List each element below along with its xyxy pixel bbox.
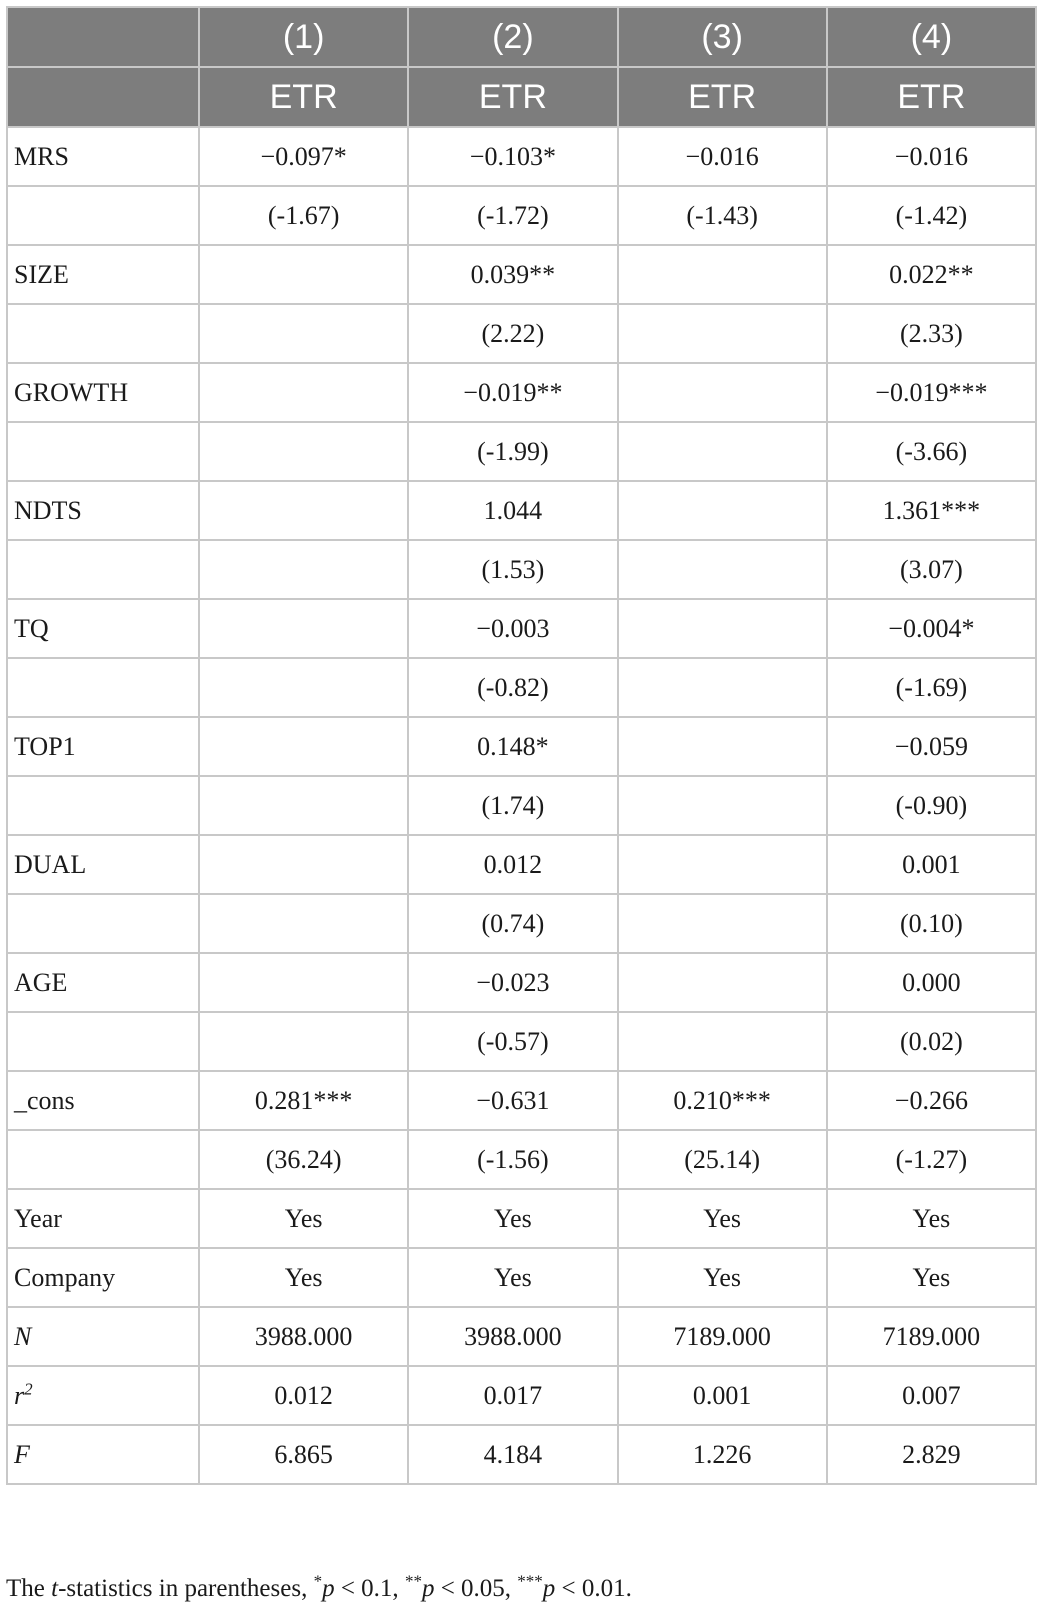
table-cell <box>199 658 408 717</box>
table-body <box>7 127 1036 1484</box>
note-italic-t: t <box>51 1575 59 1602</box>
row-label <box>7 363 199 422</box>
note-threshold: < 0.05, <box>434 1575 518 1602</box>
table-cell <box>199 1012 408 1071</box>
table-cell: 0.017 <box>408 1366 617 1425</box>
table-cell: (-1.27) <box>827 1130 1036 1189</box>
note-p: p <box>322 1575 335 1602</box>
table-row-tstat <box>7 1130 1036 1189</box>
dependent-variable: ETR <box>199 67 408 127</box>
row-label <box>7 186 199 245</box>
table-cell: 0.022** <box>827 245 1036 304</box>
row-label <box>7 599 199 658</box>
row-label-text: Company <box>14 1262 116 1292</box>
row-label-text: SIZE <box>14 259 69 289</box>
row-label <box>7 127 199 186</box>
row-label-text: F <box>14 1439 30 1469</box>
row-label-text: TQ <box>14 613 49 643</box>
note-threshold: < 0.01. <box>555 1575 632 1602</box>
dependent-variable: ETR <box>618 67 827 127</box>
table-cell: (-0.82) <box>408 658 617 717</box>
header-corner <box>7 67 199 127</box>
row-label <box>7 304 199 363</box>
table-cell: 1.044 <box>408 481 617 540</box>
row-label-text: r <box>14 1380 25 1410</box>
table-cell: Yes <box>408 1248 617 1307</box>
table-cell <box>618 245 827 304</box>
table-row <box>7 835 1036 894</box>
regression-table <box>6 6 1037 1485</box>
table-cell: −0.003 <box>408 599 617 658</box>
table-cell: 0.000 <box>827 953 1036 1012</box>
table-cell: −0.019** <box>408 363 617 422</box>
row-label <box>7 1425 199 1484</box>
table-row <box>7 1366 1036 1425</box>
table-cell: Yes <box>408 1189 617 1248</box>
row-label <box>7 835 199 894</box>
row-label <box>7 776 199 835</box>
row-label <box>7 717 199 776</box>
table-cell: 1.361*** <box>827 481 1036 540</box>
table-cell: (-1.43) <box>618 186 827 245</box>
dependent-variable: ETR <box>827 67 1036 127</box>
table-row <box>7 245 1036 304</box>
table-cell: −0.631 <box>408 1071 617 1130</box>
table-cell <box>199 304 408 363</box>
note-p: p <box>421 1575 435 1602</box>
table-row <box>7 717 1036 776</box>
row-label-text: GROWTH <box>14 377 129 407</box>
table-cell <box>199 245 408 304</box>
table-cell: −0.023 <box>408 953 617 1012</box>
row-label <box>7 540 199 599</box>
note-star: ** <box>404 1571 422 1591</box>
table-cell: (36.24) <box>199 1130 408 1189</box>
table-cell <box>199 776 408 835</box>
table-header <box>7 7 1036 127</box>
table-cell: (2.33) <box>827 304 1036 363</box>
table-cell <box>199 481 408 540</box>
table-cell: 0.001 <box>827 835 1036 894</box>
row-label-text: TOP1 <box>14 731 76 761</box>
table-cell: Yes <box>199 1248 408 1307</box>
row-label-text: Year <box>14 1203 62 1233</box>
row-label <box>7 422 199 481</box>
table-cell: Yes <box>618 1248 827 1307</box>
table-cell: −0.059 <box>827 717 1036 776</box>
table-row-tstat <box>7 658 1036 717</box>
table-cell <box>618 363 827 422</box>
table-cell: −0.019*** <box>827 363 1036 422</box>
table-row-tstat <box>7 1012 1036 1071</box>
table-cell: 2.829 <box>827 1425 1036 1484</box>
table-row-tstat <box>7 422 1036 481</box>
table-cell: Yes <box>618 1189 827 1248</box>
table-cell: 3988.000 <box>199 1307 408 1366</box>
table-cell <box>199 894 408 953</box>
row-label-text: NDTS <box>14 495 82 525</box>
row-label <box>7 953 199 1012</box>
row-label <box>7 658 199 717</box>
table-row <box>7 481 1036 540</box>
table-cell: 0.012 <box>408 835 617 894</box>
table-cell <box>618 658 827 717</box>
row-label-text: AGE <box>14 967 68 997</box>
column-number: (3) <box>618 7 827 67</box>
table-cell <box>618 304 827 363</box>
table-cell: −0.016 <box>827 127 1036 186</box>
table-cell: 0.012 <box>199 1366 408 1425</box>
table-cell: (0.02) <box>827 1012 1036 1071</box>
table-cell: Yes <box>827 1189 1036 1248</box>
row-label <box>7 1130 199 1189</box>
table-cell: (0.10) <box>827 894 1036 953</box>
header-corner <box>7 7 199 67</box>
table-cell: (-0.90) <box>827 776 1036 835</box>
table-cell <box>618 599 827 658</box>
row-label-text: DUAL <box>14 849 87 879</box>
table-cell: 0.039** <box>408 245 617 304</box>
note-star: *** <box>517 1571 543 1591</box>
table-cell: −0.103* <box>408 127 617 186</box>
table-cell <box>199 835 408 894</box>
table-cell <box>618 953 827 1012</box>
table-cell <box>618 540 827 599</box>
table-cell: 7189.000 <box>827 1307 1036 1366</box>
table-cell <box>199 717 408 776</box>
table-cell: (1.53) <box>408 540 617 599</box>
table-cell: −0.016 <box>618 127 827 186</box>
table-row <box>7 1307 1036 1366</box>
row-label <box>7 1307 199 1366</box>
table-footnote <box>6 1571 632 1603</box>
table-row <box>7 1189 1036 1248</box>
table-cell: (25.14) <box>618 1130 827 1189</box>
table-cell: (-1.72) <box>408 186 617 245</box>
table-row <box>7 599 1036 658</box>
table-cell <box>618 776 827 835</box>
table-cell <box>618 1012 827 1071</box>
table-cell <box>199 422 408 481</box>
table-cell: 4.184 <box>408 1425 617 1484</box>
table-row <box>7 363 1036 422</box>
table-cell: −0.097* <box>199 127 408 186</box>
table-cell: (0.74) <box>408 894 617 953</box>
table-cell: Yes <box>827 1248 1036 1307</box>
table-cell: (-1.42) <box>827 186 1036 245</box>
table-cell <box>618 835 827 894</box>
table-cell: (-3.66) <box>827 422 1036 481</box>
dependent-variable: ETR <box>408 67 617 127</box>
column-number: (2) <box>408 7 617 67</box>
row-label-text: _cons <box>14 1085 75 1115</box>
table-row <box>7 127 1036 186</box>
note-star: * <box>313 1571 323 1591</box>
table-cell <box>618 717 827 776</box>
row-label-superscript: 2 <box>24 1378 33 1398</box>
table-cell: (3.07) <box>827 540 1036 599</box>
table-cell <box>199 953 408 1012</box>
table-cell: 1.226 <box>618 1425 827 1484</box>
table-cell <box>618 894 827 953</box>
table-row <box>7 1071 1036 1130</box>
table-cell: (1.74) <box>408 776 617 835</box>
table-cell <box>618 422 827 481</box>
table-cell: (-1.56) <box>408 1130 617 1189</box>
table-row-tstat <box>7 304 1036 363</box>
row-label <box>7 245 199 304</box>
table-cell: 3988.000 <box>408 1307 617 1366</box>
table-cell: 0.007 <box>827 1366 1036 1425</box>
note-threshold: < 0.1, <box>334 1575 405 1602</box>
row-label <box>7 1248 199 1307</box>
table-cell: −0.004* <box>827 599 1036 658</box>
row-label-text: MRS <box>14 141 69 171</box>
table-row-tstat <box>7 540 1036 599</box>
table-cell: 7189.000 <box>618 1307 827 1366</box>
table-row <box>7 953 1036 1012</box>
table-cell: −0.266 <box>827 1071 1036 1130</box>
row-label <box>7 894 199 953</box>
note-p: p <box>542 1575 556 1602</box>
table-row-tstat <box>7 776 1036 835</box>
table-cell: (-0.57) <box>408 1012 617 1071</box>
table-cell <box>199 363 408 422</box>
table-cell: 0.210*** <box>618 1071 827 1130</box>
row-label <box>7 1366 199 1425</box>
table-cell <box>199 540 408 599</box>
column-number: (4) <box>827 7 1036 67</box>
table-row-tstat <box>7 186 1036 245</box>
table-cell: 6.865 <box>199 1425 408 1484</box>
note-text: The <box>6 1575 52 1602</box>
header-row-model-numbers <box>7 7 1036 67</box>
table-cell: 0.148* <box>408 717 617 776</box>
table-cell: 0.281*** <box>199 1071 408 1130</box>
table-row <box>7 1248 1036 1307</box>
table-cell: (-1.67) <box>199 186 408 245</box>
header-row-dependent-variable <box>7 67 1036 127</box>
table-cell: (-1.69) <box>827 658 1036 717</box>
table-cell: (-1.99) <box>408 422 617 481</box>
table-cell: (2.22) <box>408 304 617 363</box>
row-label-text: N <box>14 1321 32 1351</box>
row-label <box>7 481 199 540</box>
note-text: -statistics in parentheses, <box>58 1575 314 1602</box>
table-cell: 0.001 <box>618 1366 827 1425</box>
table-cell: Yes <box>199 1189 408 1248</box>
table-row-tstat <box>7 894 1036 953</box>
column-number: (1) <box>199 7 408 67</box>
table-cell <box>199 599 408 658</box>
row-label <box>7 1071 199 1130</box>
row-label <box>7 1012 199 1071</box>
table-row <box>7 1425 1036 1484</box>
table-cell <box>618 481 827 540</box>
row-label <box>7 1189 199 1248</box>
